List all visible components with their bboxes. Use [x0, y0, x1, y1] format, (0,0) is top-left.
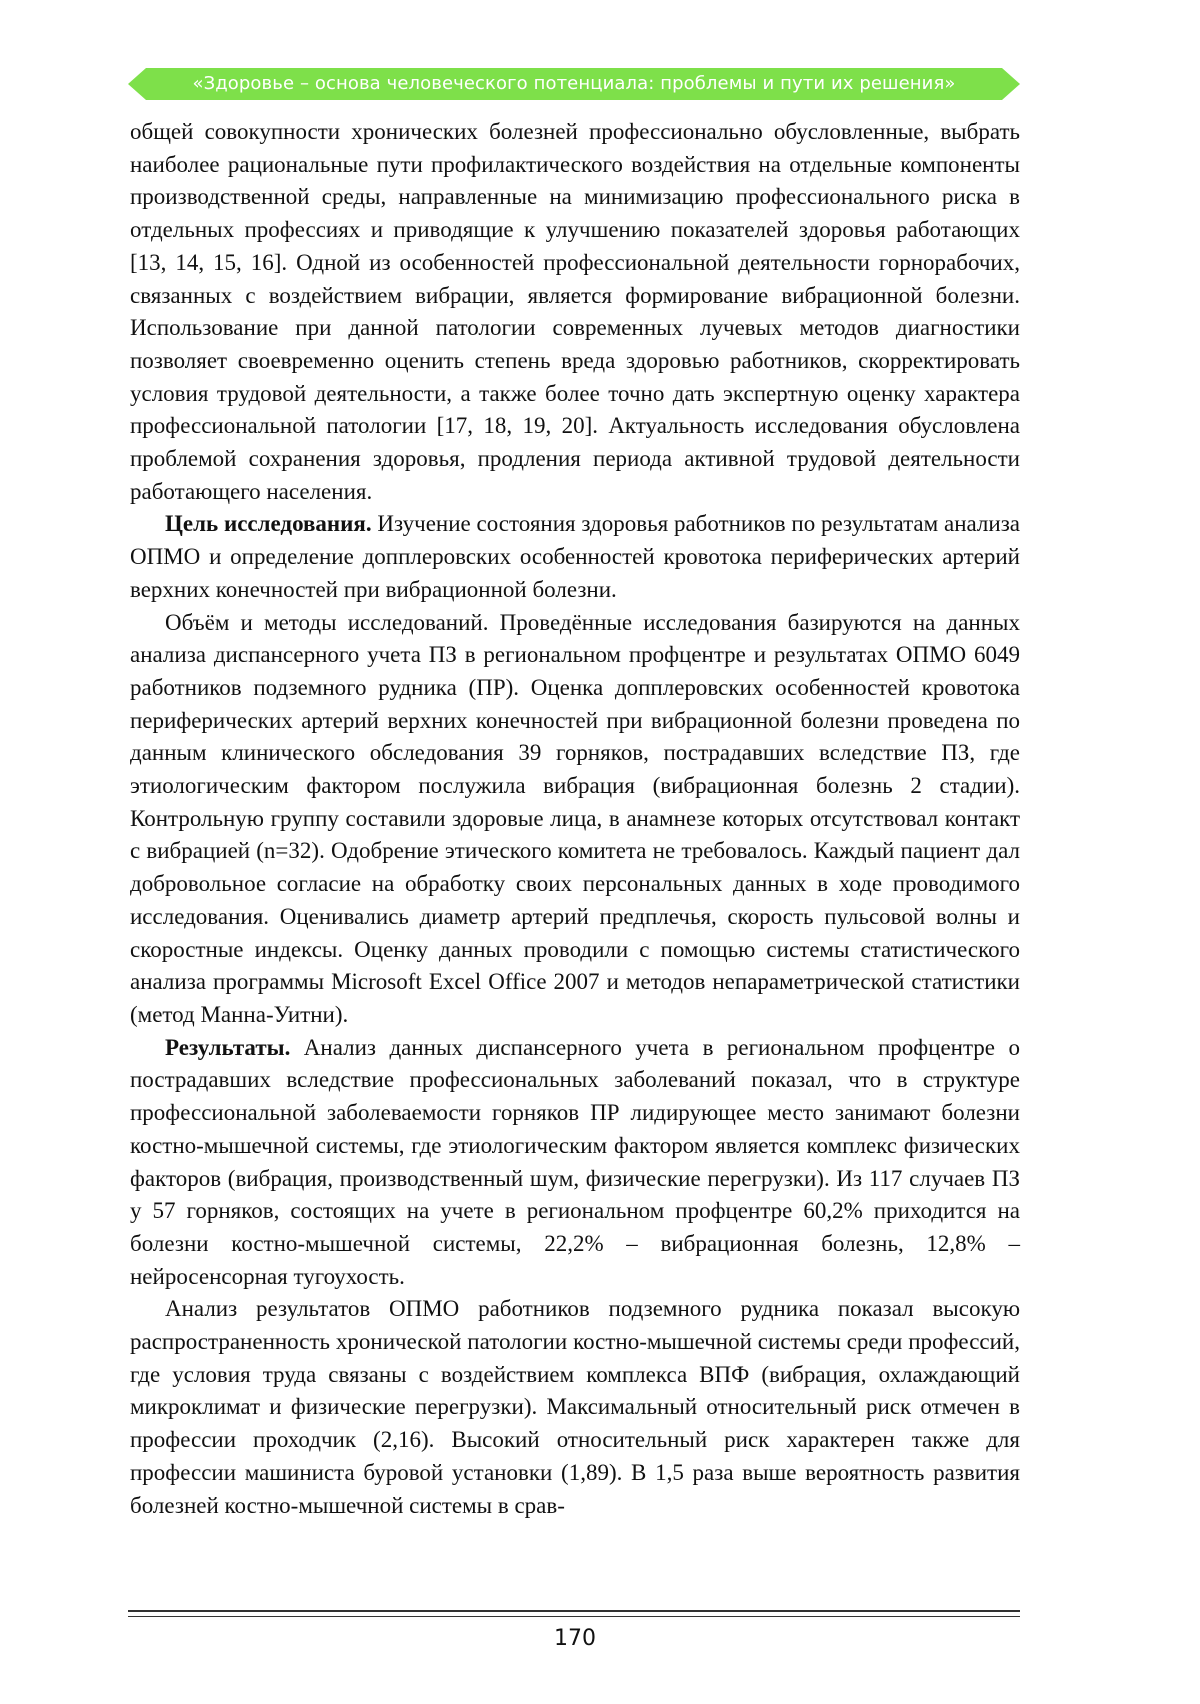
paragraph-aim [130, 508, 1020, 606]
footer-rule-thin [128, 1616, 1020, 1617]
aim-heading: Цель исследования. [165, 511, 372, 537]
paragraph-analysis: Анализ результатов ОПМО работников подземного рудника показал высокую распространенность хронической патологии костно-мышечной системы среди профессий, где условия труда связаны с воздействием комплекса ВПФ (вибрация, охлаждающий микроклимат и физические перегрузки). Максимальный относительный риск отмечен в профессии проходчик (2,16). Высокий относительный риск характерен также для профессии машиниста буровой установки (1,89). В 1,5 раза выше вероятность развития болезней костно-мышечной системы в срав- [130, 1296, 1020, 1518]
paragraph-continued: общей совокупности хронических болезней профессионально обусловленные, выбрать наиболее рациональные пути профилактического воздействия на отдельные компоненты производственной среды, направленные на минимизацию профессионального риска в отдельных профессиях и приводящие к улучшению показателей здоровья работающих [13, 14, 15, 16]. Одной из особенностей профессиональной деятельности горнорабочих, связанных с воздействием вибрации, является формирование вибрационной болезни. Использование при данной патологии современных лучевых методов диагностики позволяет своевременно оценить степень вреда здоровью работников, скорректировать условия трудовой деятельности, а также более точно дать экспертную оценку характера профессиональной патологии [17, 18, 19, 20]. Актуальность исследования обусловлена проблемой сохранения здоровья, продления периода активной трудовой деятельности работающего населения. [130, 119, 1020, 504]
footer-rule-thick [128, 1610, 1020, 1612]
results-heading: Результаты. [165, 1034, 291, 1060]
running-header-title: «Здоровье – основа человеческого потенциала: проблемы и пути их решения» [192, 73, 956, 94]
article-body [130, 116, 1020, 1522]
paragraph-methods: Объём и методы исследований. Проведённые исследования базируются на данных анализа диспансерного учета ПЗ в региональном профцентре и результатах ОПМО 6049 работников подземного рудника (ПР). Оценка допплеровских особенностей кровотока периферических артерий верхних конечностей при вибрационной болезни проведена по данным клинического обследования 39 горняков, пострадавших вследствие ПЗ, где этиологическим фактором послужила вибрация (вибрационная болезнь 2 стадии). Контрольную группу составили здоровые лица, в анамнезе которых отсутствовал контакт с вибрацией (n=32). Одобрение этического комитета не требовалось. Каждый пациент дал добровольное согласие на обработку своих персональных данных в ходе проводимого исследования. Оценивались диаметр артерий предплечья, скорость пульсовой волны и скоростные индексы. Оценку данных проводили с помощью системы статистического анализа программы Microsoft Excel Office 2007 и методов непараметрической статистики (метод Манна-Уитни). [130, 609, 1020, 1027]
aim-text: Изучение состояния здоровья работников по результатам анализа ОПМО и определение допплеровских особенностей кровотока периферических артерий верхних конечностей при вибрационной болезни. [130, 511, 1020, 602]
header-banner [128, 64, 1020, 104]
page-number: 170 [554, 1626, 596, 1651]
results-text: Анализ данных диспансерного учета в региональном профцентре о пострадавших вследствие профессиональных заболеваний показал, что в структуре профессиональной заболеваемости горняков ПР лидирующее место занимают болезни костно-мышечной системы, где этиологическим фактором является комплекс физических факторов (вибрация, производственный шум, физические перегрузки). Из 117 случаев ПЗ у 57 горняков, состоящих на учете в региональном профцентре 60,2% приходится на болезни костно-мышечной системы, 22,2% – вибрационная болезнь, 12,8% – нейросенсорная тугоухость. [130, 1034, 1020, 1289]
paragraph-results [130, 1032, 1020, 1294]
